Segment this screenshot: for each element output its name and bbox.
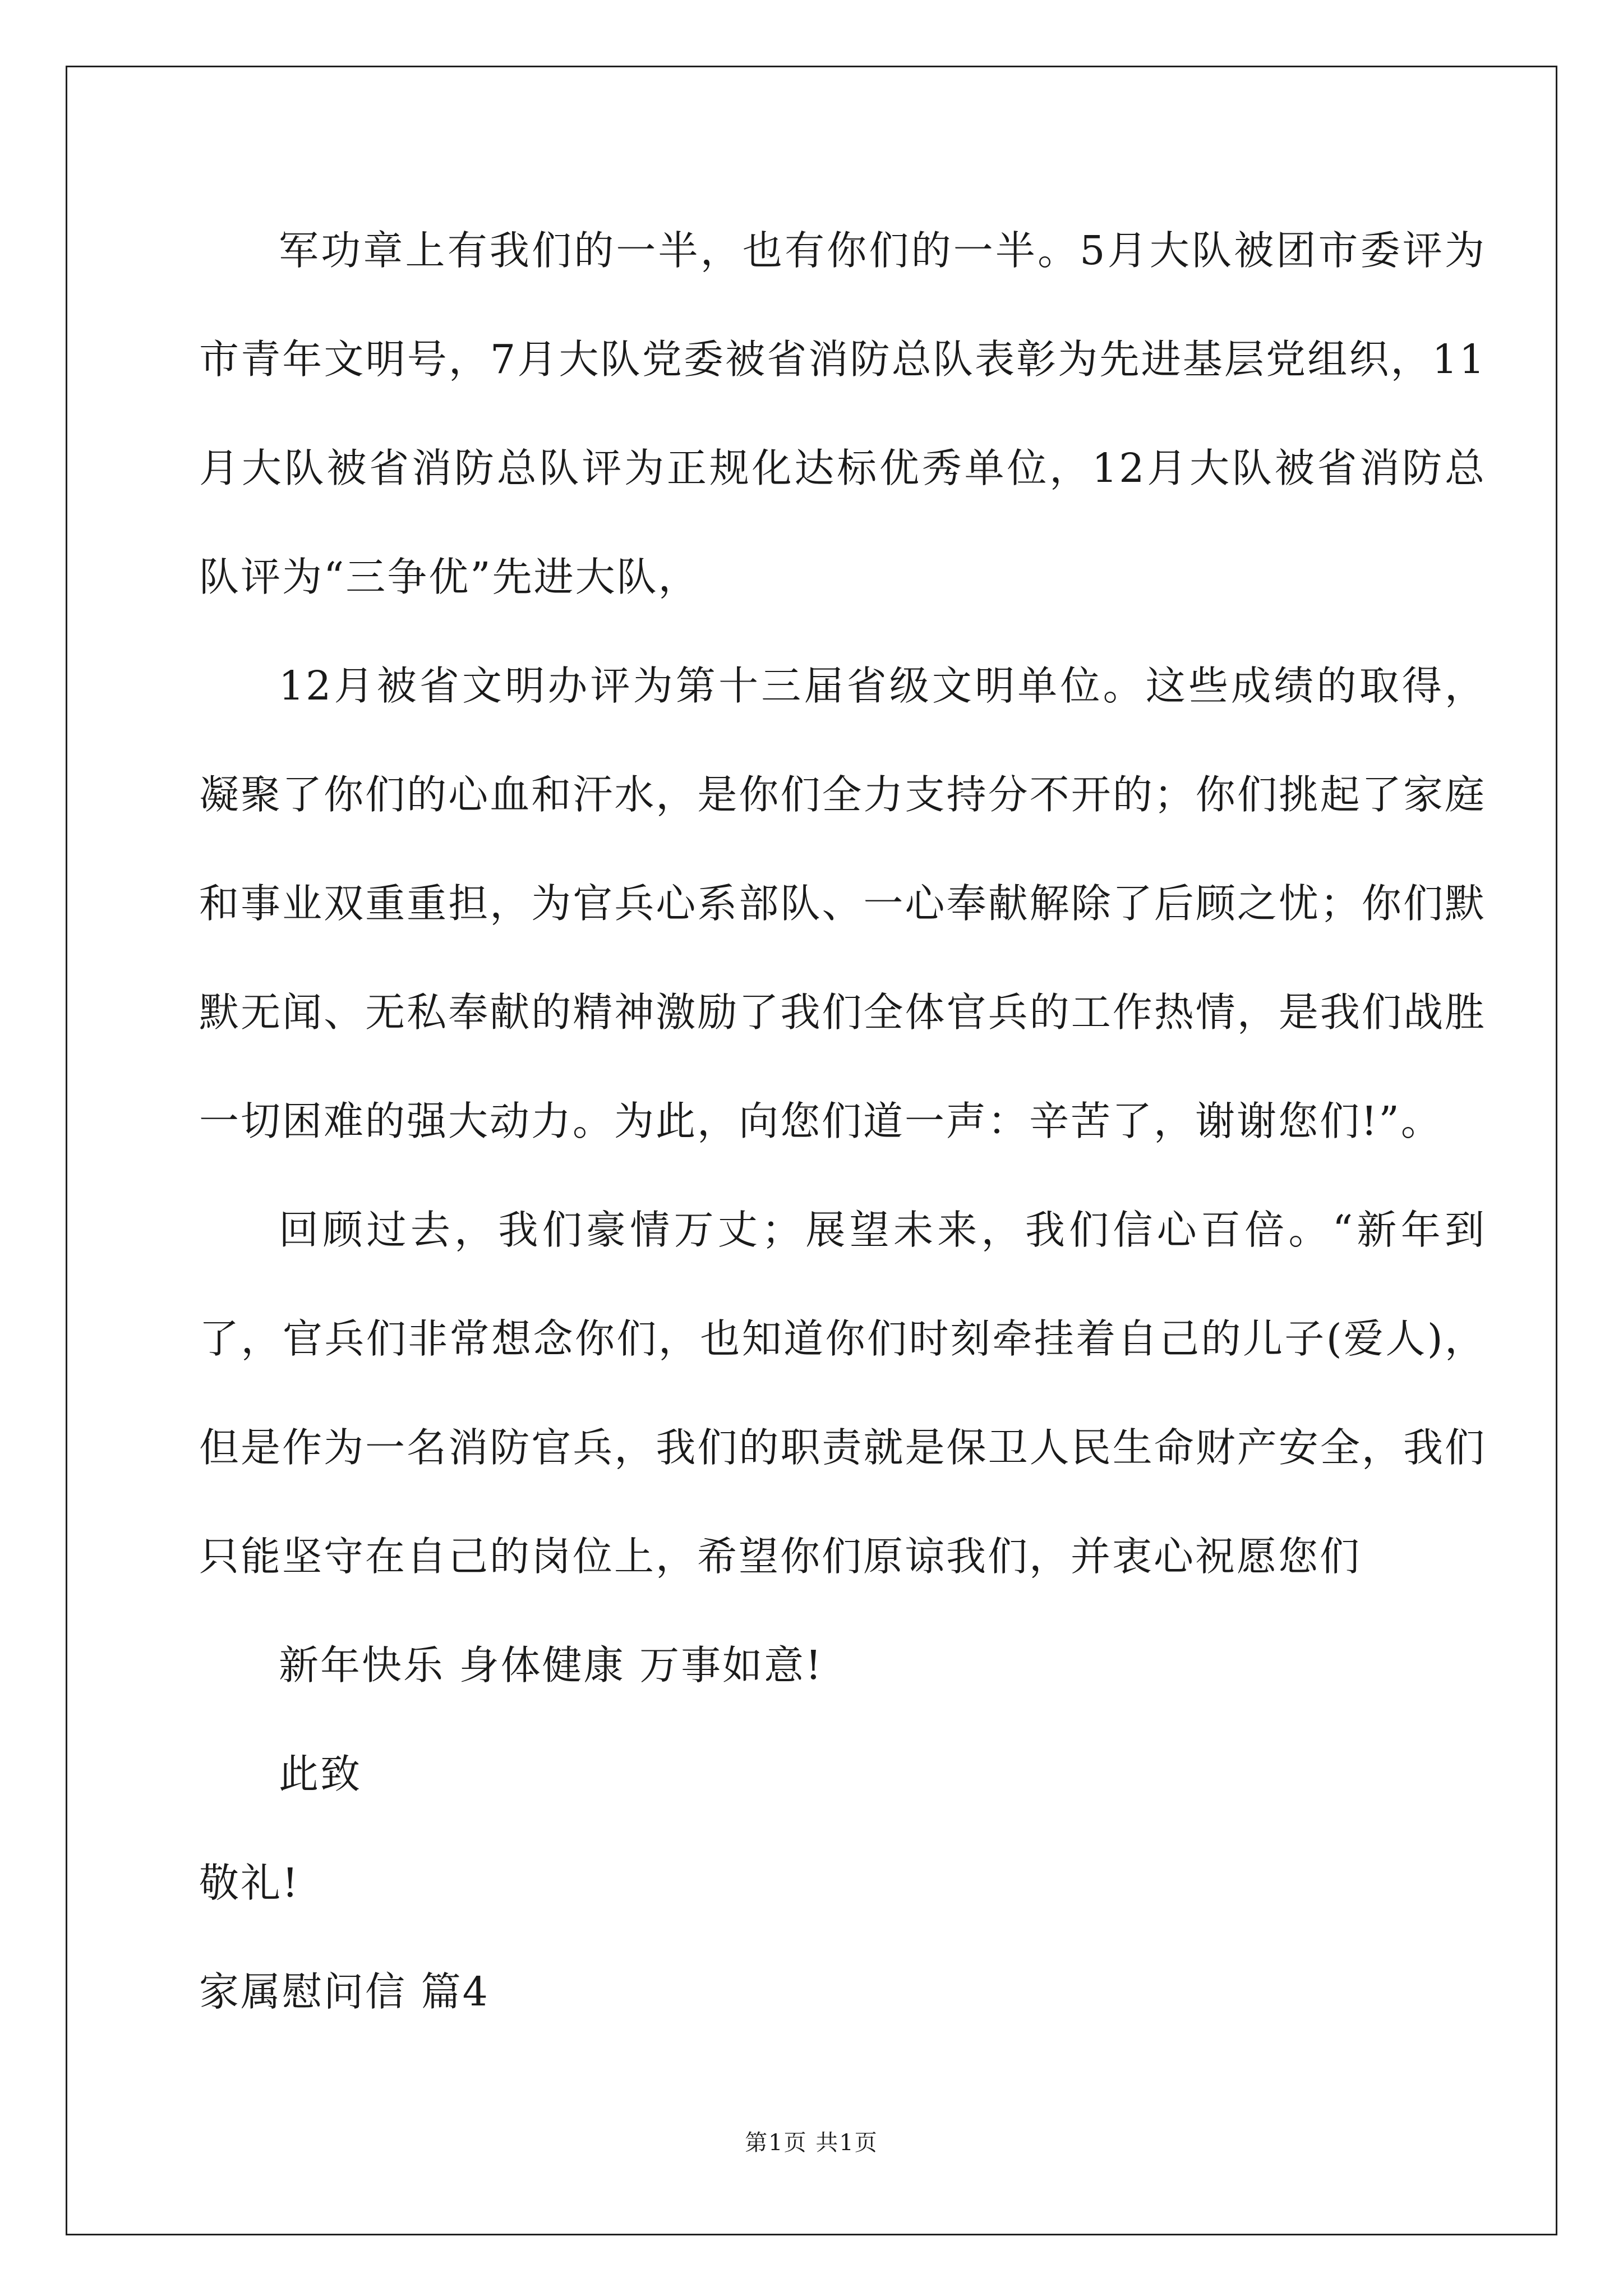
new-year-wishes: 新年快乐 身体健康 万事如意! (279, 1642, 823, 1688)
closing-phrase: 此致 (279, 1751, 362, 1797)
page-number-footer: 第1页 共1页 (745, 2130, 878, 2156)
next-letter-heading: 家属慰问信 篇4 (199, 1968, 490, 2015)
letter-body (199, 196, 1486, 2046)
paragraph-honors: 军功章上有我们的一半，也有你们的一半。5月大队被团市委评为市青年文明号，7月大队党委被省消防总队表彰为先进基层党组织，11月大队被省消防总队评为正规化达标优秀单位，12月大队被省消防总队评为“三争优”先进大队， (199, 227, 1486, 600)
salute: 敬礼! (199, 1860, 300, 1906)
paragraph-new-year: 回顾过去，我们豪情万丈；展望未来，我们信心百倍。“新年到了，官兵们非常想念你们，也知道你们时刻牵挂着自己的儿子(爱人)，但是作为一名消防官兵，我们的职责就是保卫人民生命财产安全，我们只能坚守在自己的岗位上，希望你们原谅我们，并衷心祝愿您们 (199, 1207, 1486, 1580)
paragraph-thanks: 12月被省文明办评为第十三届省级文明单位。这些成绩的取得，凝聚了你们的心血和汗水，是你们全力支持分不开的；你们挑起了家庭和事业双重重担，为官兵心系部队、一心奉献解除了后顾之忧；你们默默无闻、无私奉献的精神激励了我们全体官兵的工作热情，是我们战胜一切困难的强大动力。为此，向您们道一声：辛苦了，谢谢您们!”。 (199, 662, 1486, 1144)
